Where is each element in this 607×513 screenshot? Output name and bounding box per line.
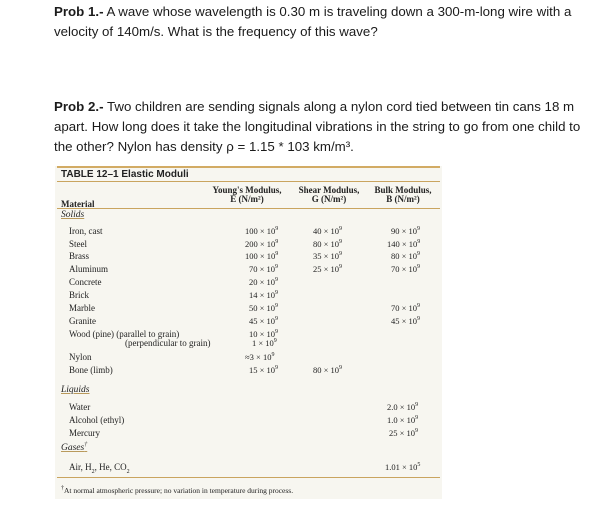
header-bulk-1: Bulk Modulus, (374, 185, 432, 195)
row-young: $70 \times 10^9$ (249, 264, 279, 274)
row-material: (perpendicular to grain) (125, 338, 211, 348)
row-material: Marble (69, 303, 95, 313)
header-material: Material (61, 199, 95, 209)
row-young: $1 \times 10^9$ (252, 338, 277, 348)
row-material: Iron, cast (69, 226, 103, 236)
section-liquids: Liquids (61, 385, 90, 395)
row-young: $100 \times 10^9$ (245, 251, 279, 261)
row-bulk: $45 \times 10^9$ (391, 316, 421, 326)
row-material: Alcohol (ethyl) (69, 415, 125, 425)
row-material: Concrete (69, 277, 102, 287)
problem-1-text: A wave whose wavelength is 0.30 m is traveling down a 300-m-long wire with a velocity of 140m/s. What is the frequency of this wave? (54, 4, 572, 39)
row-material: Granite (69, 316, 96, 326)
header-bulk-2: B (N/m²) (386, 194, 420, 204)
problem-2-text: Two children are sending signals along a nylon cord tied between tin cans 18 m apart. How long does it take the longitudinal vibrations in the string to go from one child to the other? Nylon has density ρ = 1.15 * 103 km/m³. (54, 99, 581, 154)
row-young: $14 \times 10^9$ (249, 290, 279, 300)
caption-rule (57, 181, 440, 182)
row-bulk: $70 \times 10^9$ (391, 303, 421, 313)
row-young: $100 \times 10^9$ (245, 226, 279, 236)
problem-1 (54, 2, 574, 42)
header-shear-2: G (N/m²) (311, 194, 347, 204)
problem-2-label: Prob 2.- (54, 99, 104, 114)
problem-1-label: Prob 1.- (54, 4, 104, 19)
row-bulk: $25 \times 10^9$ (389, 428, 419, 438)
row-bulk: $2.0 \times 10^9$ (387, 402, 419, 412)
row-material: Wood (pine) (parallel to grain) (69, 329, 180, 339)
table-caption: TABLE 12–1 Elastic Moduli (57, 166, 440, 181)
section-solids: Solids (61, 210, 85, 220)
section-gases: Gases† (61, 441, 88, 453)
row-material: Bone (limb) (69, 365, 113, 375)
header-young-1: Young's Modulus, (212, 185, 282, 195)
row-material: Aluminum (69, 264, 109, 274)
header-shear-1: Shear Modulus, (298, 185, 360, 195)
row-shear: $40 \times 10^9$ (313, 226, 343, 236)
row-young: $50 \times 10^9$ (249, 303, 279, 313)
problem-2 (54, 97, 594, 157)
row-material: Brick (69, 290, 89, 300)
row-material: Steel (69, 239, 87, 249)
row-young: $45 \times 10^9$ (249, 316, 279, 326)
row-young: $15 \times 10^9$ (249, 365, 279, 375)
row-young: $200 \times 10^9$ (245, 239, 279, 249)
row-bulk: $90 \times 10^9$ (391, 226, 421, 236)
row-material: Water (69, 402, 91, 412)
row-shear: $80 \times 10^9$ (313, 365, 343, 375)
row-young: $20 \times 10^9$ (249, 277, 279, 287)
header-rule (57, 208, 440, 209)
row-bulk: $80 \times 10^9$ (391, 251, 421, 261)
row-material: Nylon (69, 352, 92, 362)
elastic-moduli-table (55, 166, 442, 499)
row-shear: $80 \times 10^9$ (313, 239, 343, 249)
bottom-rule (57, 477, 440, 478)
row-material: Mercury (69, 428, 100, 438)
header-young-2: E (N/m²) (230, 194, 264, 204)
row-shear: $25 \times 10^9$ (313, 264, 343, 274)
row-material: Air, $H_2$, He, $CO_2$ (69, 462, 130, 475)
row-bulk: $1.0 \times 10^9$ (387, 415, 419, 425)
row-bulk: $1.01 \times 10^5$ (385, 462, 421, 472)
row-bulk: $140 \times 10^9$ (387, 239, 421, 249)
row-bulk: $70 \times 10^9$ (391, 264, 421, 274)
table-footnote: †At normal atmospheric pressure; no variation in temperature during process. (61, 485, 294, 495)
row-young: $\approx 3 \times 10^9$ (245, 352, 275, 362)
row-young: $10 \times 10^9$ (249, 329, 279, 339)
row-shear: $35 \times 10^9$ (313, 251, 343, 261)
row-material: Brass (69, 251, 89, 261)
